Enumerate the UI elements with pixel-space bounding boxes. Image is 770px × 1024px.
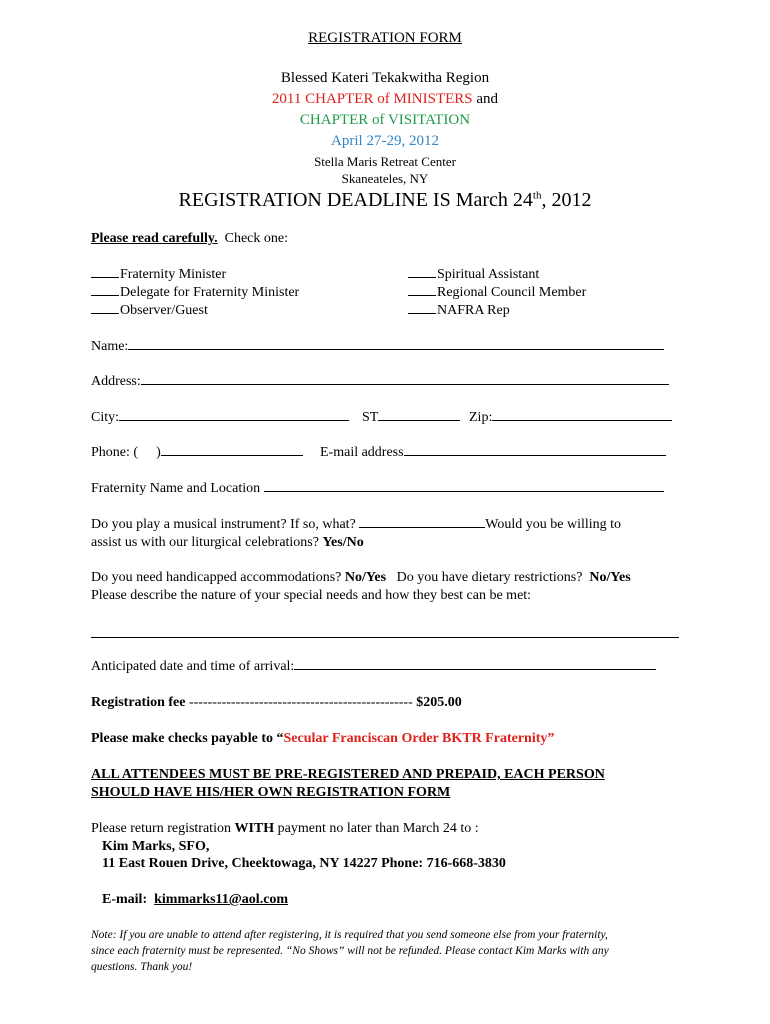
return-with: WITH [234, 821, 275, 836]
option-observer-guest[interactable]: Observer/Guest [91, 302, 299, 320]
accommodations-line [91, 570, 631, 586]
email-contact-label: E-mail: [102, 892, 148, 907]
arrival-label: Anticipated date and time of arrival: [91, 659, 295, 674]
liturgical-question: assist us with our liturgical celebrations? [91, 535, 319, 550]
city-field[interactable] [119, 419, 349, 421]
note-line-1: Note: If you are unable to attend after registering, it is required that you send someone else from your fraternity, [91, 929, 608, 941]
event-dates: April 27-29, 2012 [331, 133, 439, 149]
special-needs-field[interactable] [91, 637, 679, 638]
zip-field[interactable] [492, 419, 672, 421]
note-line-2: since each fraternity must be represented. “No Shows” will not be refunded. Please contact Kim Marks with any [91, 945, 609, 957]
address-row [91, 374, 669, 390]
email-label: E-mail address [320, 445, 404, 460]
music-question-line1 [91, 517, 621, 533]
venue-name: Stella Maris Retreat Center [314, 154, 456, 169]
contact-address: 11 East Rouen Drive, Cheektowaga, NY 14227 Phone: 716-668-3830 [102, 856, 506, 871]
name-field[interactable] [128, 348, 664, 350]
return-instructions [91, 821, 479, 837]
return-prefix: Please return registration [91, 821, 231, 836]
notice-line-2: SHOULD HAVE HIS/HER OWN REGISTRATION FORM [91, 785, 451, 800]
phone-label: Phone: ( [91, 445, 139, 460]
check-instructions [91, 231, 288, 247]
chapter-visitation: CHAPTER of VISITATION [299, 112, 471, 128]
deadline-prefix: REGISTRATION DEADLINE IS March 24 [178, 189, 533, 211]
state-field[interactable] [378, 419, 460, 421]
arrival-field[interactable] [294, 668, 656, 670]
option-fraternity-minister[interactable]: Fraternity Minister [91, 266, 299, 284]
chapter-ministers: 2011 CHAPTER of MINISTERS [271, 91, 473, 107]
name-label: Name: [91, 339, 129, 354]
zip-row [469, 410, 672, 426]
fraternity-field[interactable] [264, 490, 664, 492]
option-nafra-rep[interactable]: NAFRA Rep [408, 302, 586, 320]
form-title: REGISTRATION FORM [308, 30, 462, 46]
notice-line-1: ALL ATTENDEES MUST BE PRE-REGISTERED AND PREPAID, EACH PERSON [91, 767, 605, 782]
phone-field[interactable] [161, 454, 303, 456]
check-one-label: Check one: [224, 231, 288, 246]
email-contact [102, 892, 288, 908]
music-question: Do you play a musical instrument? If so, what? [91, 517, 356, 532]
handicap-answer[interactable]: No/Yes [344, 570, 387, 585]
city-label: City: [91, 410, 120, 425]
diet-answer[interactable]: No/Yes [589, 570, 631, 585]
music-answer[interactable]: Yes/No [322, 535, 364, 550]
email-link[interactable]: kimmarks11@aol.com [154, 892, 289, 907]
fraternity-label: Fraternity Name and Location [91, 481, 261, 496]
fee-amount: $205.00 [416, 695, 462, 710]
handicap-question: Do you need handicapped accommodations? [91, 570, 342, 585]
describe-needs: Please describe the nature of your special needs and how they best can be met: [91, 588, 532, 603]
option-spiritual-assistant[interactable]: Spiritual Assistant [408, 266, 586, 284]
phone-close-paren: ) [156, 445, 161, 460]
arrival-row [91, 659, 656, 675]
fraternity-row [91, 481, 664, 497]
deadline-sup: th [532, 189, 542, 202]
checks-payable [91, 731, 554, 747]
and-word: and [476, 91, 499, 107]
chapter-ministers-line [0, 91, 770, 108]
fee-label: Registration fee [91, 695, 186, 710]
option-delegate[interactable]: Delegate for Fraternity Minister [91, 284, 299, 302]
contact-name: Kim Marks, SFO, [102, 839, 210, 854]
city-row [91, 410, 349, 426]
address-field[interactable] [141, 383, 669, 385]
email-field[interactable] [404, 454, 666, 456]
left-options [91, 266, 299, 320]
venue-city: Skaneateles, NY [341, 171, 429, 186]
address-label: Address: [91, 374, 141, 389]
music-question-line2 [91, 535, 364, 551]
name-row [91, 339, 664, 355]
registration-deadline [0, 189, 770, 212]
state-label: ST [362, 410, 379, 425]
region-name: Blessed Kateri Tekakwitha Region [280, 70, 490, 86]
note-line-3: questions. Thank you! [91, 961, 193, 973]
music-willing: Would you be willing to [485, 517, 622, 532]
payee-name: Secular Franciscan Order BKTR Fraternity” [283, 731, 555, 746]
checks-prefix: Please make checks payable to “ [91, 731, 284, 746]
return-suffix: payment no later than March 24 to : [277, 821, 479, 836]
instrument-field[interactable] [359, 526, 485, 528]
diet-question: Do you have dietary restrictions? [396, 570, 583, 585]
email-row [320, 445, 666, 461]
state-row [362, 410, 460, 426]
zip-label: Zip: [469, 410, 493, 425]
right-options [408, 266, 586, 320]
deadline-suffix: , 2012 [541, 189, 592, 211]
fee-dashes: ------------------------------------------------ [188, 695, 413, 710]
registration-fee [91, 695, 462, 711]
read-carefully: Please read carefully. [91, 231, 218, 246]
option-regional-council[interactable]: Regional Council Member [408, 284, 586, 302]
phone-row [91, 445, 303, 461]
